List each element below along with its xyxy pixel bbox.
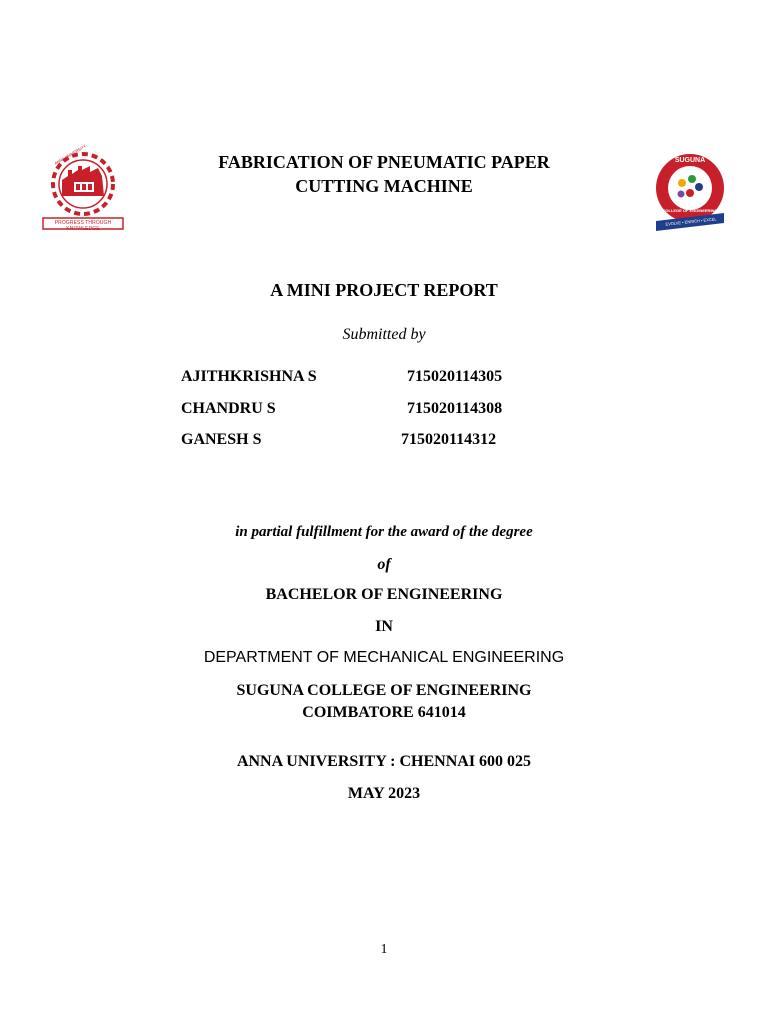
- student-roll: 715020114312: [401, 431, 497, 448]
- of-text: of: [377, 556, 391, 573]
- in-text: IN: [375, 618, 393, 635]
- university-name: ANNA UNIVERSITY : CHENNAI 600 025: [236, 753, 532, 770]
- college-block: [0, 680, 768, 724]
- page-number: 1: [380, 942, 388, 957]
- report-type: A MINI PROJECT REPORT: [270, 280, 498, 300]
- submission-date: MAY 2023: [347, 785, 421, 802]
- title-line-2: CUTTING MACHINE: [295, 176, 473, 196]
- student-roll: 715020114305: [407, 368, 503, 385]
- suguna-logo-ring-text: COLLEGE OF ENGINEERING: [662, 208, 718, 213]
- student-name: GANESH S: [181, 431, 262, 448]
- fulfillment-text: in partial fulfillment for the award of the degree: [235, 524, 533, 540]
- degree-name: BACHELOR OF ENGINEERING: [265, 586, 503, 603]
- anna-logo-motto: PROGRESS THROUGH KNOWLEDGE: [54, 220, 112, 232]
- student-name: CHANDRU S: [181, 400, 276, 417]
- anna-logo-arc-text: ANNA UNIVERSITY: [53, 143, 88, 166]
- suguna-logo-name: SUGUNA: [674, 157, 706, 164]
- department-name: DEPARTMENT OF MECHANICAL ENGINEERING: [203, 649, 565, 666]
- student-roll: 715020114308: [407, 400, 503, 417]
- student-name: AJITHKRISHNA S: [181, 368, 317, 385]
- suguna-logo-ribbon: EVOLVE • ENRICH • EXCEL: [665, 216, 717, 227]
- college-name: SUGUNA COLLEGE OF ENGINEERING: [236, 682, 532, 699]
- submitted-by: Submitted by: [342, 326, 426, 343]
- report-title: [0, 150, 768, 198]
- title-line-1: FABRICATION OF PNEUMATIC PAPER: [218, 152, 550, 172]
- college-location: COIMBATORE 641014: [302, 704, 466, 721]
